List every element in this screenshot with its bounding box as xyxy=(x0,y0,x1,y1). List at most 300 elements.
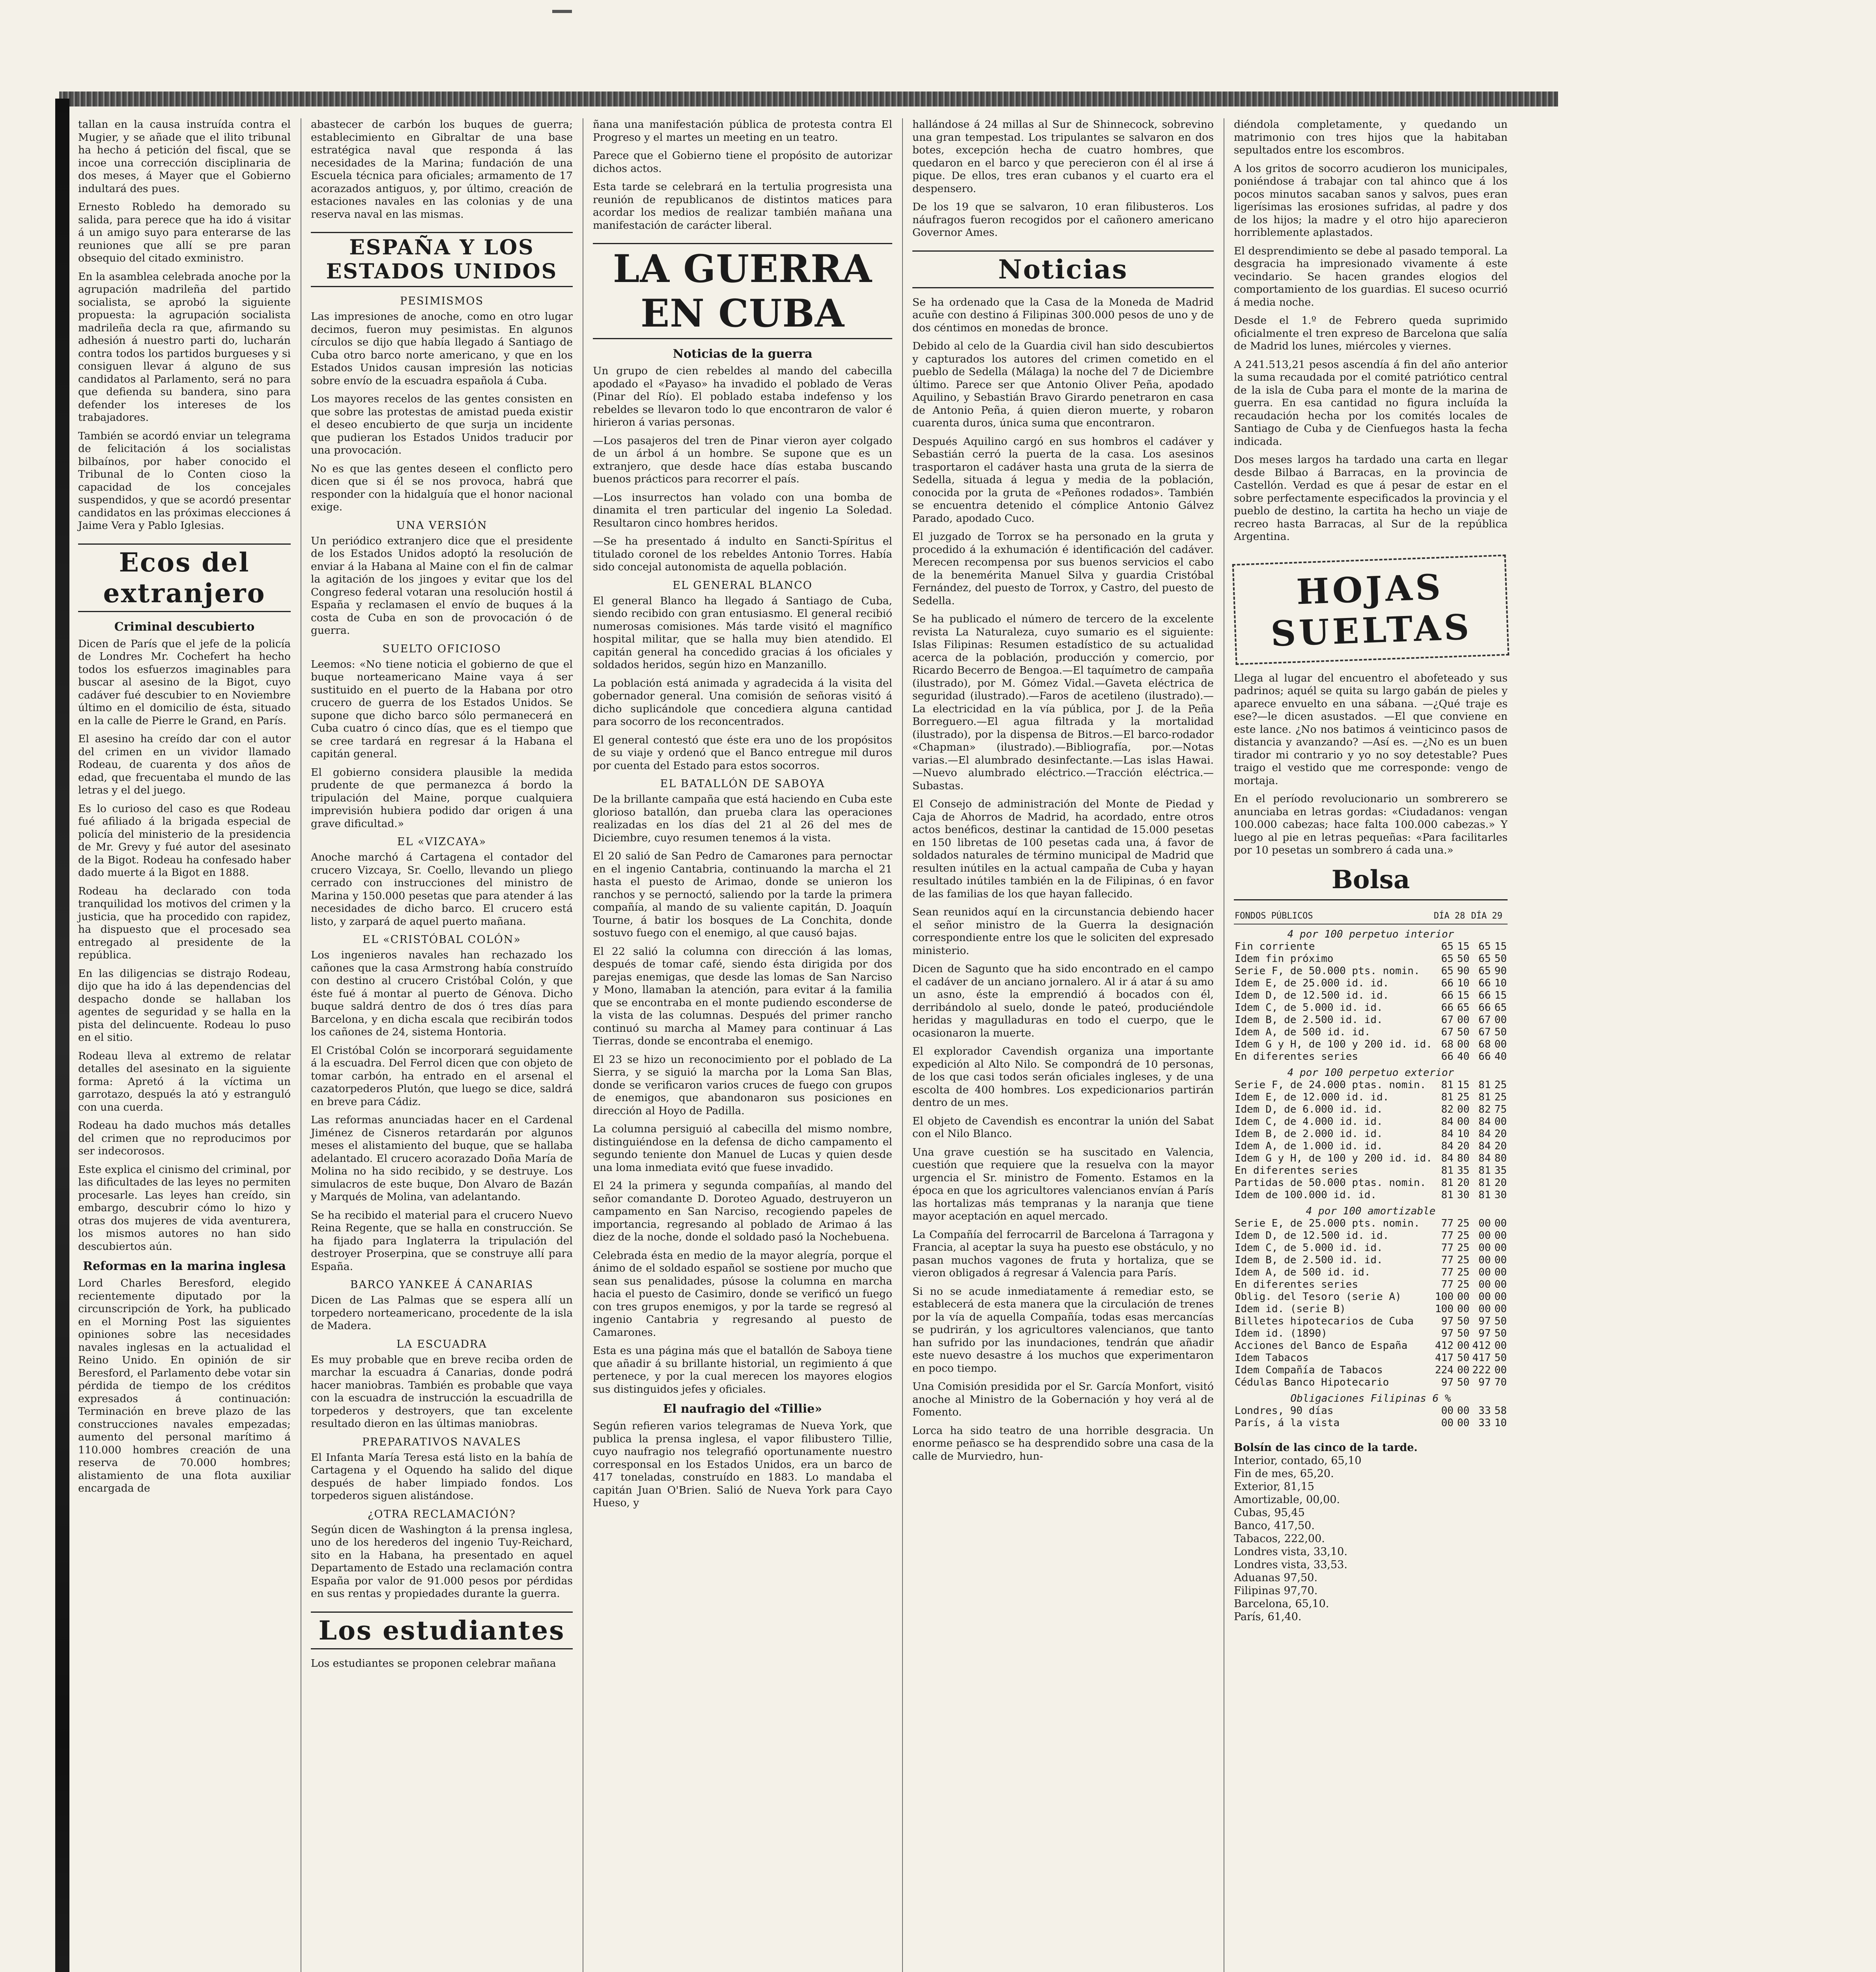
table-cell-label: Idem D, de 12.500 id. id. xyxy=(1235,1229,1389,1242)
article-paragraph: Esta es una página más que el batallón de Saboya tiene que añadir á su brillante historial, un regimiento á que pertenece, y por la cual merecen los mayores elogios sus distinguidos jefes y oficiales. xyxy=(593,1345,892,1395)
table-row xyxy=(1234,1266,1508,1279)
article-paragraph: Las reformas anunciadas hacer en el Cardenal Jiménez de Cisneros retardarán por algunos meses el alistamiento del buque, que se hallaba adelantado. El crucero acorazado Doña María de Molina no ha sido recibido, y se destruye. Los simulacros de este buque, Don Alvaro de Bazán y Marqués de Molina, van adelantando. xyxy=(311,1114,573,1203)
article-paragraph: Los estudiantes se proponen celebrar mañana xyxy=(311,1657,556,1669)
table-cell-value: 25 xyxy=(1494,1079,1507,1091)
table-row xyxy=(1234,1079,1508,1091)
table-cell-label: Idem D, de 12.500 id. id. xyxy=(1235,989,1389,1001)
table-row xyxy=(1234,953,1508,965)
table-cell-value: 80 xyxy=(1494,1152,1507,1164)
table-cell-value: 00 xyxy=(1478,1303,1491,1315)
article-paragraph: También se acordó enviar un telegrama de felicitación á los socialistas bilbaínos, por haber conocido el Tribunal de lo Conten cioso la capacidad de los concejales suspendidos, y que se acordó presentar candidatos en las próximas elecciones á Jaime Vera y Pablo Iglesias. xyxy=(78,430,291,532)
article-paragraph: El objeto de Cavendish es encontrar la unión del Sabat con el Nilo Blanco. xyxy=(912,1115,1214,1140)
table-cell-label: Partidas de 50.000 ptas. nomin. xyxy=(1235,1176,1426,1189)
table-cell-value: 81 xyxy=(1478,1176,1491,1189)
article-paragraph: Es lo curioso del caso es que Rodeau fué afiliado á la brigada especial de policía del ministerio de la presidencia de Mr. Grevy y fué autor del asesinato de la Bigot. Rodeau ha confesado haber dado muerte á la Bigot en 1888. xyxy=(78,802,291,879)
article-paragraph: Las impresiones de anoche, como en otro lugar decimos, fueron muy pesimistas. En algunos círculos se dijo que había llegado á Santiago de Cuba otro barco norte americano, y que en los Estados Unidos causan impresión las noticias sobre envío de la escuadra española á Cuba. xyxy=(311,310,573,387)
table-cell-value: 50 xyxy=(1494,1026,1507,1038)
table-cell-value: 25 xyxy=(1457,1254,1470,1266)
table-row xyxy=(1234,1291,1508,1303)
article-paragraph: tallan en la causa instruída contra el Mugier, y se añade que el ilito tribunal ha hecho á petición del fiscal, que se incoe una corrección disciplinaria de dos meses, á Mayer que el Gobierno indultará des pues. xyxy=(78,118,291,195)
subheading: EL «VIZCAYA» xyxy=(397,836,487,848)
article-paragraph: En la asamblea celebrada anoche por la agrupación madrileña del partido socialista, se aprobó la siguiente propuesta: la agrupación socialista madrileña decla ra que, afirmando su adhesión á nuestro parti do, lucharán contra todos los partidos burgueses y si consiguen llevar á alguno de sus candidatos al Parlamento, será no para que defienda su bandera, sino para defender los intereses de los trabajadores. xyxy=(78,270,291,424)
column-5 xyxy=(1227,118,1515,1972)
column-1 xyxy=(71,118,298,1972)
table-cell-value: 67 xyxy=(1478,1014,1491,1026)
hojas-sueltas-banner: HOJAS SUELTAS xyxy=(1232,554,1510,665)
article-paragraph: Dicen de París que el jefe de la policía de Londres Mr. Cochefert ha hecho todos los esfuerzos imaginables para buscar al asesino de la Bigot, cuyo cadáver fué descubier to en Noviembre último en el domicilio de ésta, situado en la calle de Pierre le Grand, en París. xyxy=(78,637,291,727)
table-row xyxy=(1234,1279,1508,1291)
table-row xyxy=(1234,1242,1508,1254)
table-cell-label: Idem A, de 500 id. id. xyxy=(1235,1026,1371,1038)
table-row xyxy=(1234,1091,1508,1104)
top-decorative-rule xyxy=(59,92,1558,106)
bolsin-line: Cubas, 95,45 xyxy=(1234,1506,1305,1519)
table-cell-value: 50 xyxy=(1457,1352,1470,1364)
table-row xyxy=(1234,1063,1508,1079)
table-cell-value: 00 xyxy=(1457,1103,1470,1115)
table-row xyxy=(1234,1201,1508,1218)
table-cell-value: 65 xyxy=(1478,940,1491,952)
table-cell-value: 66 xyxy=(1441,1001,1454,1014)
table-cell-value: 82 xyxy=(1441,1103,1454,1115)
bolsin-line: Fin de mes, 65,20. xyxy=(1234,1467,1334,1480)
article-paragraph: ñana una manifestación pública de protesta contra El Progreso y el martes un meeting en un teatro. xyxy=(593,118,892,144)
table-cell-value: 81 xyxy=(1441,1164,1454,1176)
table-cell-value: 84 xyxy=(1441,1140,1454,1152)
table-cell-value: 20 xyxy=(1457,1176,1470,1189)
table-cell-value: 84 xyxy=(1441,1115,1454,1128)
table-cell-value: 68 xyxy=(1441,1038,1454,1050)
subheading: ¿OTRA RECLAMACIÓN? xyxy=(368,1508,516,1520)
table-cell-value: 50 xyxy=(1457,1327,1470,1339)
table-row xyxy=(1234,1051,1508,1063)
table-cell-value: 00 xyxy=(1478,1290,1491,1303)
table-cell-value: 84 xyxy=(1478,1115,1491,1128)
table-cell-value: 77 xyxy=(1441,1254,1454,1266)
article-paragraph: Se ha publicado el número de tercero de la excelente revista La Naturaleza, cuyo sumario es el siguiente: Islas Filipinas: Resumen estadístico de su actualidad acerca de la población, producción y comercio, por Ricardo Becerro de Bengoa.—El taquímetro de campaña (ilustrado), por M. Gómez Vidal.—Gaveta eléctrica de seguridad (ilustrado).—Faros de acetileno (ilustrado).—La electricidad en la vía pública, por J. de la Peña Borreguero.—El agua filtrada y la mortalidad (ilustrado), por la dispensa de Bitros.—El barco-rodador «Chapman» (ilustrado).—Bibliografía, por.—Notas varias.—El alumbrado desinfectante.—Las islas Hawai.—Nuevo alumbrado eléctrico.—Tracción eléctrica.—Subastas. xyxy=(912,613,1214,792)
table-cell-label: Idem G y H, de 100 y 200 id. id. xyxy=(1235,1152,1432,1164)
table-row xyxy=(1234,1328,1508,1340)
section-heading-noticias: Noticias xyxy=(912,250,1214,288)
bolsin-title: Bolsín de las cinco de la tarde. xyxy=(1234,1441,1418,1454)
table-cell-value: 20 xyxy=(1494,1140,1507,1152)
table-cell-value: 67 xyxy=(1478,1026,1491,1038)
article-paragraph: Una grave cuestión se ha suscitado en Valencia, cuestión que requiere que la resuelva con la mayor urgencia el Sr. ministro de Fomento. Estamos en la época en que los agricultores valencianos envían á París las hortalizas más tempranas y la naranja que tiene mayor aceptación en aquel mercado. xyxy=(912,1146,1214,1222)
table-row xyxy=(1234,1002,1508,1014)
table-cell-value: 90 xyxy=(1494,965,1507,977)
table-cell-value: 84 xyxy=(1441,1128,1454,1140)
bolsin-line: Aduanas 97,50. xyxy=(1234,1571,1318,1584)
table-cell-value: 81 xyxy=(1441,1176,1454,1189)
article-paragraph: Si no se acude inmediatamente á remediar esto, se establecerá de esta manera que la circulación de trenes por la vía de aquella Compañía, todas esas mercancías se pudrirán, y los agricultores valencianos, que tanto han sufrido por las inundaciones, tendrán que añadir este nuevo desastre á los muchos que experimentaron en poco tiempo. xyxy=(912,1285,1214,1374)
article-paragraph: Lorca ha sido teatro de una horrible desgracia. Un enorme peñasco se ha desprendido sobre una casa de la calle de Murviedro, hun- xyxy=(912,1424,1214,1462)
table-cell-value: 25 xyxy=(1457,1266,1470,1278)
table-cell-value: 00 xyxy=(1457,1115,1470,1128)
table-cell-label: París, á la vista xyxy=(1235,1417,1340,1429)
article-paragraph: El 23 se hizo un reconocimiento por el poblado de La Sierra, y se siguió la marcha por la Loma San Blas, donde se verificaron varios cruces de fuego con grupos de enemigos, que abandonaron sus posiciones en dirección al Hoyo de Padilla. xyxy=(593,1053,892,1117)
table-row xyxy=(1234,1014,1508,1026)
table-row xyxy=(1234,1038,1508,1051)
article-paragraph: Ernesto Robledo ha demorado su salida, para perece que ha ido á visitar á un amigo suyo para enterarse de las reuniones que allí se pre paran obsequio del citado exministro. xyxy=(78,201,291,264)
table-cell-label: Idem B, de 2.500 id. id. xyxy=(1235,1014,1383,1026)
table-cell-value: 10 xyxy=(1457,1128,1470,1140)
table-cell-value: 222 xyxy=(1472,1364,1491,1376)
table-row xyxy=(1234,1364,1508,1376)
column-3 xyxy=(586,118,899,1972)
article-paragraph: Este explica el cinismo del criminal, por las dificultades de las leyes no permiten procesarle. Las leyes han creído, sin embargo, descubrir cómo lo hizo y otras dos mujeres de vida aventurera, los mismos autores no han sido descubiertos aún. xyxy=(78,1163,291,1253)
table-cell-label: Idem fin próximo xyxy=(1235,952,1334,965)
bolsa-heading: Bolsa xyxy=(1234,865,1508,900)
article-paragraph: El general Blanco ha llegado á Santiago de Cuba, siendo recibido con gran entusiasmo. El general recibió numerosas comisiones. Más tarde visitó el magnífico hospital militar, que se halla muy bien atendido. El capitán general ha concedido gracias á los oficiales y soldados heridos, según hizo en Manzanillo. xyxy=(593,594,892,671)
article-paragraph: abastecer de carbón los buques de guerra; establecimiento en Gibraltar de una base estratégica naval que responda á las necesidades de la Marina; fundación de una Escuela técnica para oficiales; armamento de 17 acorazados antiguos, y, por último, creación de estaciones navales en las colonias y de una reserva naval en las mismas. xyxy=(311,118,573,220)
table-cell-value: 00 xyxy=(1478,1278,1491,1290)
table-cell-value: 00 xyxy=(1494,1266,1507,1278)
table-row xyxy=(1234,1315,1508,1328)
article-paragraph: Un grupo de cien rebeldes al mando del cabecilla apodado el «Payaso» ha invadido el poblado de Veras (Pinar del Río). El poblado estaba indefenso y los rebeldes se llevaron todo lo que encontraron de valor é hirieron á varias personas. xyxy=(593,365,892,428)
table-cell-value: 00 xyxy=(1494,1115,1507,1128)
table-row xyxy=(1234,1376,1508,1389)
table-cell-label: Acciones del Banco de España xyxy=(1235,1339,1408,1352)
table-cell-label: Idem B, de 2.500 id. id. xyxy=(1235,1254,1383,1266)
article-paragraph: hallándose á 24 millas al Sur de Shinnecock, sobrevino una gran tempestad. Los tripulantes se salvaron en dos botes, excepción hecha de cuatro hombres, que quedaron en el barco y que perecieron con él al irse á pique. De ellos, tres eran cubanos y el cuarto era el despensero. xyxy=(912,118,1214,195)
table-row xyxy=(1234,1218,1508,1230)
table-cell-label: Fin corriente xyxy=(1235,940,1315,952)
table-cell-value: 80 xyxy=(1457,1152,1470,1164)
table-cell-value: 81 xyxy=(1441,1079,1454,1091)
bolsin-afternoon xyxy=(1234,1441,1508,1623)
table-cell-value: 77 xyxy=(1441,1266,1454,1278)
table-cell-label: Idem de 100.000 id. id. xyxy=(1235,1189,1377,1201)
table-section-label: 4 por 100 perpetuo exterior xyxy=(1287,1066,1454,1079)
article-paragraph: —Los pasajeros del tren de Pinar vieron ayer colgado de un árbol á un hombre. Se supone que es un extranjero, que desde hace días estaba buscando buenos prácticos para recorrer el país. xyxy=(593,434,892,485)
table-row xyxy=(1234,1128,1508,1140)
article-paragraph: Debido al celo de la Guardia civil han sido descubiertos y capturados los autores del crimen cometido en el pueblo de Sedella (Málaga) la noche del 7 de Diciembre último. Parece ser que Antonio Oliver Peña, apodado Aquilino, y Sebastián Bravo Girardo penetraron en casa de Antonio Peña, á quien dieron muerte, y robaron cuarenta duros, única suma que encontraron. xyxy=(912,340,1214,429)
table-cell-value: 65 xyxy=(1441,940,1454,952)
table-cell-value: 66 xyxy=(1441,1050,1454,1063)
table-row xyxy=(1234,1254,1508,1266)
article-paragraph: El desprendimiento se debe al pasado temporal. La desgracia ha impresionado vivamente á este vecindario. Se hacen grandes elogios del comportamiento de los guardias. El suceso ocurrió á media noche. xyxy=(1234,245,1508,308)
article-paragraph: Rodeau ha dado muchos más detalles del crimen que no reproducimos por ser indecorosos. xyxy=(78,1119,291,1157)
table-cell-value: 20 xyxy=(1494,1176,1507,1189)
table-cell-value: 97 xyxy=(1478,1315,1491,1327)
article-paragraph: De los 19 que se salvaron, 10 eran filibusteros. Los náufragos fueron recogidos por el cañonero americano Governor Ames. xyxy=(912,201,1214,239)
article-paragraph: A 241.513,21 pesos ascendía á fin del año anterior la suma recaudada por el comité patriótico central de la isla de Cuba para el monte de la marina de guerra. En esa cantidad no figura incluída la recaudación hecha por los comités locales de Santiago de Cuba y de Cienfuegos hasta la fecha indicada. xyxy=(1234,358,1508,448)
table-cell-value: 10 xyxy=(1494,977,1507,989)
table-cell-value: 00 xyxy=(1478,1217,1491,1229)
table-cell-value: 25 xyxy=(1494,1091,1507,1103)
table-cell-value: 417 xyxy=(1435,1352,1454,1364)
table-cell-value: 81 xyxy=(1478,1164,1491,1176)
table-cell-value: 00 xyxy=(1494,1217,1507,1229)
table-cell-value: 84 xyxy=(1478,1140,1491,1152)
table-cell-value: 35 xyxy=(1457,1164,1470,1176)
table-cell-value: 50 xyxy=(1494,1352,1507,1364)
table-row xyxy=(1234,1417,1508,1429)
table-cell-label: Idem C, de 4.000 id. id. xyxy=(1235,1115,1383,1128)
article-paragraph: Según dicen de Washington á la prensa inglesa, uno de los herederos del ingenio Tuy-Reichard, sito en la Habana, ha presentado en aquel Departamento de Estado una reclamación contra España por valor de 91.000 pesos por pérdidas en sus rentas y propiedades durante la guerra. xyxy=(311,1523,573,1600)
table-cell-label: Serie F, de 24.000 ptas. nomin. xyxy=(1235,1079,1426,1091)
table-cell-value: 50 xyxy=(1457,1376,1470,1388)
table-cell-value: 412 xyxy=(1472,1339,1491,1352)
table-cell-value: 33 xyxy=(1478,1417,1491,1429)
bolsin-line: París, 61,40. xyxy=(1234,1610,1302,1623)
table-cell-value: 20 xyxy=(1494,1128,1507,1140)
table-cell-value: 66 xyxy=(1441,977,1454,989)
table-cell-label: Serie F, de 50.000 pts. nomin. xyxy=(1235,965,1420,977)
table-header: DÍA 28 xyxy=(1433,908,1471,924)
table-section-label: 4 por 100 perpetuo interior xyxy=(1287,928,1454,940)
table-cell-value: 65 xyxy=(1457,1001,1470,1014)
subheading: PREPARATIVOS NAVALES xyxy=(362,1436,521,1448)
table-cell-label: Cédulas Banco Hipotecario xyxy=(1235,1376,1389,1388)
table-cell-value: 30 xyxy=(1457,1189,1470,1201)
table-cell-value: 81 xyxy=(1478,1091,1491,1103)
table-cell-label: Idem B, de 2.000 id. id. xyxy=(1235,1128,1383,1140)
table-row xyxy=(1234,1165,1508,1177)
table-cell-label: Billetes hipotecarios de Cuba xyxy=(1235,1315,1414,1327)
article-paragraph: Llega al lugar del encuentro el abofeteado y sus padrinos; aquél se quita su largo gabán de pieles y aparece envuelto en una sábana. —¿Qué traje es ese?—le dicen asustados. —El que conviene en este lance. ¿No nos batimos á veinticinco pasos de distancia y avanzando? —Así es. —¿No es un buen tirador mi contrario y yo no soy detestable? Pues traigo el vestido que me corresponde: vengo de mortaja. xyxy=(1234,672,1508,787)
table-cell-value: 68 xyxy=(1478,1038,1491,1050)
article-paragraph: Después Aquilino cargó en sus hombros el cadáver y Sebastián cerró la puerta de la casa. Los asesinos trasportaron el cadáver hasta una gruta de la sierra de Sedella, situada á legua y media de la población, conocida por la gruta de «Peñones rodados». También se encuentra detenido el cómplice Antonio Gálvez Parado, apodado Cuco. xyxy=(912,435,1214,525)
subheading: EL BATALLÓN DE SABOYA xyxy=(660,778,825,790)
table-cell-value: 25 xyxy=(1457,1242,1470,1254)
table-cell-value: 00 xyxy=(1494,1303,1507,1315)
subheading: Noticias de la guerra xyxy=(673,347,813,361)
article-paragraph: El juzgado de Torrox se ha personado en la gruta y procedido á la exhumación é identificación del cadáver. Merecen recompensa por sus buenos servicios el cabo de la benemérita Manuel Silva y guardia Cristóbal Fernández, del puesto de Torrox, y Castro, del puesto de Sedella. xyxy=(912,530,1214,607)
article-paragraph: Parece que el Gobierno tiene el propósito de autorizar dichos actos. xyxy=(593,149,892,175)
table-cell-value: 84 xyxy=(1478,1152,1491,1164)
table-cell-value: 00 xyxy=(1478,1242,1491,1254)
table-cell-value: 77 xyxy=(1441,1217,1454,1229)
table-row xyxy=(1234,1152,1508,1165)
table-cell-label: Idem E, de 12.000 id. id. xyxy=(1235,1091,1389,1103)
article-paragraph: Sean reunidos aquí en la circunstancia debiendo hacer el señor ministro de la Guerra la designación correspondiente entre los que le soliciten del expresado ministerio. xyxy=(912,906,1214,957)
article-paragraph: Según refieren varios telegramas de Nueva York, que publica la prensa inglesa, el vapor filibustero Tillie, cuyo naufragio nos telegrafió oportunamente nuestro corresponsal en los Estados Unidos, era un barco de 417 toneladas, construído en 1883. Lo mandaba el capitán Juan O'Brien. Salió de Nueva York para Cayo Hueso, y xyxy=(593,1420,892,1509)
table-cell-label: Idem C, de 5.000 id. id. xyxy=(1235,1001,1383,1014)
table-cell-value: 00 xyxy=(1457,1364,1470,1376)
table-row xyxy=(1234,1140,1508,1152)
article-paragraph: Lord Charles Beresford, elegido recientemente diputado por la circunscripción de York, ha publicado en el Morning Post las siguientes opiniones sobre las necesidades navales inglesas en la actualidad el Reino Unido. En opinión de sir Beresford, el Parlamento debe votar sin pérdida de tiempo de los créditos expresados á continuación: Terminación en breve plazo de las construcciones navales empezadas; aumento del personal marítimo á 110.000 hombres creación de una reserva de 70.000 hombres; alistamiento de una flota auxiliar encargada de xyxy=(78,1277,291,1494)
section-heading-espana-eeuu: ESPAÑA Y LOS ESTADOS UNIDOS xyxy=(311,232,573,287)
table-cell-value: 65 xyxy=(1478,965,1491,977)
table-row xyxy=(1234,1116,1508,1128)
article-paragraph: Celebrada ésta en medio de la mayor alegría, porque el ánimo de el soldado español se sostiene por mucho que sean sus penalidades, púsose la columna en marcha hacia el puesto de Casimiro, donde se verificó un fuego con tres grupos enemigos, y por la tarde se regresó al ingenio Cantabria y regresando al puesto de Camarones. xyxy=(593,1249,892,1339)
table-cell-value: 00 xyxy=(1457,1339,1470,1352)
table-row xyxy=(1234,1389,1508,1405)
table-cell-value: 77 xyxy=(1441,1242,1454,1254)
article-paragraph: Los mayores recelos de las gentes consisten en que sobre las protestas de amistad pueda existir el deseo encubierto de que surja un incidente que pudieran los Estados Unidos traducir por una provocación. xyxy=(311,393,573,456)
article-paragraph: Un periódico extranjero dice que el presidente de los Estados Unidos adoptó la resolución de enviar á la Habana al Maine con el fin de calmar la agitación de los jingoes y evitar que los del Congreso federal votaran una resolución hostil á España y reclamasen el envío de buques á la costa de Cuba en son de provocación ó de guerra. xyxy=(311,534,573,637)
table-cell-label: Serie E, de 25.000 pts. nomin. xyxy=(1235,1217,1420,1229)
table-cell-value: 00 xyxy=(1457,1417,1470,1429)
table-cell-value: 67 xyxy=(1441,1026,1454,1038)
table-cell-value: 70 xyxy=(1494,1376,1507,1388)
table-cell-value: 81 xyxy=(1441,1091,1454,1103)
table-cell-value: 00 xyxy=(1494,1229,1507,1242)
table-row xyxy=(1234,1177,1508,1189)
article-paragraph: El 20 salió de San Pedro de Camarones para pernoctar en el ingenio Cantabria, continuando la marcha el 21 hasta el puesto de Arimao, donde se unieron los ranchos y se pernoctó, saliendo por la tarde la primera compañía, al mando de su valiente capitán, D. Joaquín Tourne, á batir los bosques de La Conchita, donde sostuvo fuego con el enemigo, al que causó bajas. xyxy=(593,850,892,939)
bolsa-quotes-table xyxy=(1234,908,1508,1429)
table-cell-value: 00 xyxy=(1441,1404,1454,1417)
article-paragraph: El 22 salió la columna con dirección á las lomas, después de tomar café, siendo ésta dirigida por dos parejas enemigas, que desde las lomas de San Narciso y Mono, llamaban la atención, para evitar á la familia que se encontraba en el monte pudiendo esconderse de la vista de las columnas. Después del primer rancho continuó su marcha al Mamey para continuar á Las Tierras, donde se encontraba el enemigo. xyxy=(593,945,892,1047)
subheading: EL GENERAL BLANCO xyxy=(673,579,813,592)
table-cell-value: 82 xyxy=(1478,1103,1491,1115)
table-cell-value: 90 xyxy=(1457,965,1470,977)
bolsin-line: Londres vista, 33,53. xyxy=(1234,1558,1347,1571)
table-cell-value: 97 xyxy=(1478,1327,1491,1339)
table-cell-value: 00 xyxy=(1457,1303,1470,1315)
subheading: Reformas en la marina inglesa xyxy=(83,1259,286,1273)
table-cell-value: 00 xyxy=(1494,1364,1507,1376)
bolsin-line: Filipinas 97,70. xyxy=(1234,1584,1318,1597)
table-cell-value: 100 xyxy=(1435,1290,1454,1303)
table-cell-value: 50 xyxy=(1494,1327,1507,1339)
table-cell-value: 25 xyxy=(1457,1278,1470,1290)
column-rule xyxy=(902,118,903,1972)
table-row xyxy=(1234,941,1508,953)
article-paragraph: La columna persiguió al cabecilla del mismo nombre, distinguiéndose en la defensa de dicho campamento el segundo teniente don Manuel de Lucas y quien desde una loma inmediata evitó que fuese invadido. xyxy=(593,1123,892,1174)
table-cell-label: Idem A, de 1.000 id. id. xyxy=(1235,1140,1383,1152)
article-paragraph: Rodeau ha declarado con toda tranquilidad los motivos del crimen y la justicia, que ha procedido con rapidez, ha dispuesto que el procesado sea entregado al presidente de la república. xyxy=(78,885,291,961)
table-cell-value: 20 xyxy=(1457,1140,1470,1152)
table-row xyxy=(1234,1026,1508,1038)
table-cell-label: Idem E, de 25.000 id. id. xyxy=(1235,977,1389,989)
table-cell-value: 81 xyxy=(1478,1079,1491,1091)
table-cell-label: Idem id. (serie B) xyxy=(1235,1303,1346,1315)
table-cell-value: 97 xyxy=(1441,1376,1454,1388)
table-row xyxy=(1234,1340,1508,1352)
table-cell-value: 50 xyxy=(1494,1315,1507,1327)
table-cell-value: 417 xyxy=(1472,1352,1491,1364)
table-cell-label: Idem D, de 6.000 id. id. xyxy=(1235,1103,1383,1115)
article-paragraph: Anoche marchó á Cartagena el contador del crucero Vizcaya, Sr. Coello, llevando un pliego cerrado con instrucciones del ministro de Marina y 150.000 pesetas que para atender á las necesidades de dicho barco. El crucero está listo, y zarpará de aquel puerto mañana. xyxy=(311,851,573,928)
bolsin-line: Londres vista, 33,10. xyxy=(1234,1545,1347,1558)
table-cell-value: 00 xyxy=(1441,1417,1454,1429)
table-section-label: Obligaciones Filipinas 6 % xyxy=(1290,1392,1451,1404)
article-paragraph: Se ha ordenado que la Casa de la Moneda de Madrid acuñe con destino á Filipinas 300.000 pesos de uno y de dos céntimos en monedas de bronce. xyxy=(912,296,1214,334)
subheading: El naufragio del «Tillie» xyxy=(663,1402,822,1416)
table-cell-label: Londres, 90 días xyxy=(1235,1404,1334,1417)
article-paragraph: No es que las gentes deseen el conflicto pero dicen que si él se nos provoca, habrá que responder con la hidalguía que el honor nacional exige. xyxy=(311,462,573,513)
table-cell-value: 67 xyxy=(1441,1014,1454,1026)
bolsin-line: Banco, 417,50. xyxy=(1234,1519,1315,1532)
table-row xyxy=(1234,1230,1508,1242)
table-cell-value: 84 xyxy=(1441,1152,1454,1164)
table-cell-value: 25 xyxy=(1457,1217,1470,1229)
bolsin-line: Amortizable, 00,00. xyxy=(1234,1493,1340,1506)
table-cell-value: 00 xyxy=(1457,1038,1470,1050)
table-cell-value: 97 xyxy=(1441,1315,1454,1327)
table-row xyxy=(1234,1405,1508,1417)
table-cell-value: 10 xyxy=(1457,977,1470,989)
article-paragraph: En el período revolucionario un sombrerero se anunciaba en letras gordas: «Ciudadanos: vengan 100.000 cabezas; hace falta 100.000 cabezas.» Y luego al pie en letras pequeñas: «Para facilitarles por 10 pesetas un sombrero á cada una.» xyxy=(1234,793,1508,856)
section-heading-estudiantes: Los estudiantes xyxy=(311,1612,573,1649)
table-cell-label: Idem C, de 5.000 id. id. xyxy=(1235,1242,1383,1254)
article-paragraph: Una Comisión presidida por el Sr. García Monfort, visitó anoche al Ministro de la Gobernación y hoy verá al de Fomento. xyxy=(912,1380,1214,1418)
table-cell-value: 77 xyxy=(1441,1278,1454,1290)
article-paragraph: El Infanta María Teresa está listo en la bahía de Cartagena y el Oquendo ha salido del dique después de haber limpiado fondos. Los torpederos siguen alistándose. xyxy=(311,1451,573,1502)
table-cell-value: 65 xyxy=(1494,1001,1507,1014)
table-cell-value: 66 xyxy=(1478,1050,1491,1063)
subheading: UNA VERSIÓN xyxy=(396,519,488,532)
table-cell-value: 65 xyxy=(1441,965,1454,977)
table-cell-value: 15 xyxy=(1494,940,1507,952)
bolsin-line: Barcelona, 65,10. xyxy=(1234,1597,1329,1610)
table-cell-value: 40 xyxy=(1457,1050,1470,1063)
table-cell-value: 412 xyxy=(1435,1339,1454,1352)
article-paragraph: diéndola completamente, y quedando un matrimonio con tres hijos que la habitaban sepultados entre los escombros. xyxy=(1234,118,1508,156)
table-row xyxy=(1234,924,1508,941)
table-cell-value: 97 xyxy=(1441,1327,1454,1339)
article-paragraph: El explorador Cavendish organiza una importante expedición al Alto Nilo. Se compondrá de 10 personas, de los que casi todos serán oficiales ingleses, y de una escolta de 400 hombres. Los expedicionarios partirán dentro de un mes. xyxy=(912,1045,1214,1109)
bolsin-line: Interior, contado, 65,10 xyxy=(1234,1454,1362,1467)
table-cell-value: 33 xyxy=(1478,1404,1491,1417)
table-cell-value: 66 xyxy=(1478,989,1491,1001)
table-cell-label: En diferentes series xyxy=(1235,1278,1358,1290)
table-cell-value: 84 xyxy=(1478,1128,1491,1140)
table-cell-value: 00 xyxy=(1494,1014,1507,1026)
column-4 xyxy=(905,118,1221,1972)
subheading: Criminal descubierto xyxy=(114,620,255,634)
table-cell-value: 00 xyxy=(1494,1254,1507,1266)
table-row xyxy=(1234,990,1508,1002)
table-cell-value: 100 xyxy=(1435,1303,1454,1315)
bolsin-line: Exterior, 81,15 xyxy=(1234,1480,1314,1493)
table-cell-value: 00 xyxy=(1457,1290,1470,1303)
table-cell-value: 25 xyxy=(1457,1091,1470,1103)
article-paragraph: Dicen de Las Palmas que se espera allí un torpedero norteamericano, procedente de la isla de Madera. xyxy=(311,1294,573,1332)
table-cell-value: 58 xyxy=(1494,1404,1507,1417)
table-cell-value: 50 xyxy=(1457,1026,1470,1038)
table-cell-value: 75 xyxy=(1494,1103,1507,1115)
column-2 xyxy=(304,118,580,1972)
article-paragraph: En las diligencias se distrajo Rodeau, dijo que ha ido á las dependencias del despacho donde se hallaban los agentes de seguridad y se halla en la pista del delincuente. Rodeau lo puso en el sitio. xyxy=(78,967,291,1044)
table-cell-value: 81 xyxy=(1441,1189,1454,1201)
table-cell-value: 15 xyxy=(1457,1079,1470,1091)
subheading: LA ESCUADRA xyxy=(396,1338,487,1350)
table-cell-value: 50 xyxy=(1494,952,1507,965)
subheading: PESIMISMOS xyxy=(400,295,484,307)
table-cell-value: 00 xyxy=(1494,1242,1507,1254)
article-paragraph: El Consejo de administración del Monte de Piedad y Caja de Ahorros de Madrid, ha acordado, entre otros actos benéficos, destinar la cantidad de 15.000 pesetas en 150 libretas de 100 pesetas cada una, á favor de soldados naturales de término municipal de Madrid que resulten inútiles en la actual campaña de Cuba y hayan resultado inútiles también en la de Filipinas, ó en favor de las familias de los que hayan fallecido. xyxy=(912,798,1214,900)
article-paragraph: Se ha recibido el material para el crucero Nuevo Reina Regente, que se halla en construcción. Se ha fijado para Inglaterra la tripulación del destroyer Proserpina, que se construye allí para España. xyxy=(311,1209,573,1273)
table-row xyxy=(1234,1189,1508,1201)
subheading: EL «CRISTÓBAL COLÓN» xyxy=(362,934,521,946)
bolsa-rows xyxy=(1234,924,1508,1429)
table-cell-value: 15 xyxy=(1457,940,1470,952)
table-cell-value: 50 xyxy=(1457,952,1470,965)
header-mark xyxy=(552,10,572,13)
table-cell-value: 25 xyxy=(1457,1229,1470,1242)
table-cell-value: 30 xyxy=(1494,1189,1507,1201)
table-cell-value: 00 xyxy=(1494,1339,1507,1352)
table-cell-value: 00 xyxy=(1457,1404,1470,1417)
article-paragraph: El Cristóbal Colón se incorporará seguidamente á la escuadra. Del Ferrol dicen que con objeto de tomar carbón, ha entrado en el arsenal el cazatorpederos Plutón, que luego se dice, saldrá en breve para Cádiz. xyxy=(311,1044,573,1108)
table-cell-value: 224 xyxy=(1435,1364,1454,1376)
table-cell-value: 00 xyxy=(1494,1290,1507,1303)
table-cell-value: 66 xyxy=(1441,989,1454,1001)
article-paragraph: Dicen de Sagunto que ha sido encontrado en el campo el cadáver de un anciano jornalero. Al ir á atar á su amo un asno, éste la emprendió á bocados con él, derribándolo al suelo, donde le pateó, produciéndole heridas y magulladuras en todo el cuerpo, que le ocasionaron la muerte. xyxy=(912,963,1214,1039)
article-paragraph: El general contestó que éste era uno de los propósitos de su viaje y ordenó que el Banco entregue mil duros por cuenta del Estado para estos socorros. xyxy=(593,734,892,772)
article-paragraph: A los gritos de socorro acudieron los municipales, poniéndose á trabajar con tal ahinco que á los pocos minutos sacaban sanos y salvos, pues eran ligerísimas las erosiones sufridas, al padre y dos de los hijos; la madre y el otro hijo aparecieron horriblemente aplastados. xyxy=(1234,162,1508,239)
table-cell-value: 00 xyxy=(1478,1229,1491,1242)
table-section-label: 4 por 100 amortizable xyxy=(1306,1205,1436,1217)
table-header: DÍA 29 xyxy=(1470,908,1508,924)
table-row xyxy=(1234,1352,1508,1364)
table-cell-value: 15 xyxy=(1494,989,1507,1001)
article-paragraph: Rodeau lleva al extremo de relatar detalles del asesinato en la siguiente forma: Apretó á la víctima un garrotazo, después la ató y estranguló con una cuerda. xyxy=(78,1049,291,1113)
table-row xyxy=(1234,1303,1508,1315)
